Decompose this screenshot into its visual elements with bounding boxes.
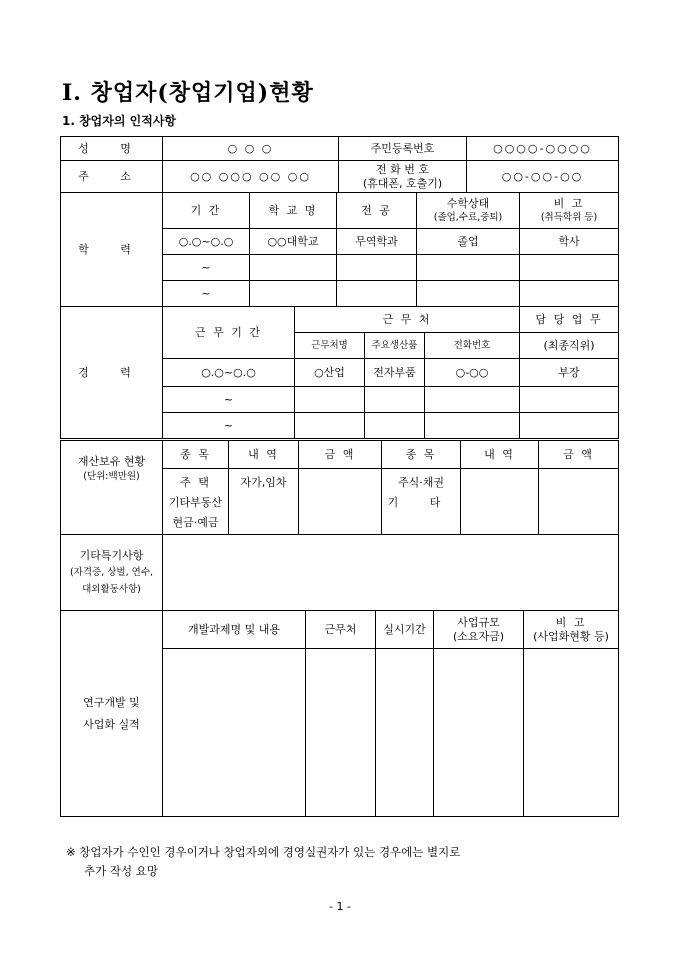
career-period-cell[interactable]: ~ [163, 387, 295, 413]
workplace-name-header: 근무처명 [295, 333, 365, 359]
edu-school-cell[interactable]: ○○대학교 [250, 229, 337, 255]
project-header: 개발과제명 및 내용 [163, 611, 306, 649]
rnd-period-header: 실시기간 [376, 611, 434, 649]
final-position-header: (최종직위) [520, 333, 619, 359]
phone-label: 전 화 번 호 (휴대폰, 호출기) [339, 161, 467, 193]
edu-period-cell[interactable]: ○.○~○.○ [163, 229, 250, 255]
rrn-label: 주민등록번호 [339, 137, 467, 161]
edu-remark-cell[interactable] [520, 281, 619, 307]
asset-amount-header-2: 금 액 [539, 441, 619, 469]
rnd-remark-header: 비 고 (사업화현황 등) [524, 611, 619, 649]
rnd-period-cell[interactable] [376, 649, 434, 817]
assets-table [60, 440, 619, 535]
scale-header: 사업규모 (소요자금) [434, 611, 524, 649]
main-product-header: 주요생산품 [365, 333, 425, 359]
asset-detail-header: 내 역 [229, 441, 299, 469]
edu-status-header: 수학상태 (졸업,수료,중퇴) [417, 193, 520, 229]
main-product-cell[interactable]: 전자부품 [365, 359, 425, 387]
work-phone-cell[interactable]: ○-○○ [425, 359, 520, 387]
project-cell[interactable] [163, 649, 306, 817]
asset-detail-cell-2[interactable] [461, 469, 539, 535]
rrn-value[interactable]: ○○○○-○○○○ [467, 137, 619, 161]
career-period-cell[interactable]: ~ [163, 413, 295, 439]
asset-amount-header: 금 액 [299, 441, 382, 469]
edu-remark-header: 비 고 (취득학위 등) [520, 193, 619, 229]
work-phone-cell[interactable] [425, 387, 520, 413]
edu-period-cell[interactable]: ~ [163, 281, 250, 307]
education-label: 학 력 [61, 193, 163, 307]
edu-remark-cell[interactable] [520, 255, 619, 281]
career-period-header: 근 무 기 간 [163, 307, 295, 359]
asset-detail-header-2: 내 역 [461, 441, 539, 469]
footnote-line-1: ※ 창업자가 수인인 경우이거나 창업자외에 경영실권자가 있는 경우에는 별지로 [66, 845, 461, 859]
main-product-cell[interactable] [365, 413, 425, 439]
footnote [66, 843, 460, 881]
personal-info-table [60, 136, 619, 193]
edu-period-cell[interactable]: ~ [163, 255, 250, 281]
section-subtitle: 1. 창업자의 인적사항 [62, 114, 177, 128]
edu-remark-cell[interactable]: 학사 [520, 229, 619, 255]
name-value[interactable]: ○ ○ ○ [163, 137, 339, 161]
main-product-cell[interactable] [365, 387, 425, 413]
edu-major-cell[interactable]: 무역학과 [337, 229, 417, 255]
edu-status-cell[interactable] [417, 255, 520, 281]
footnote-line-2: 추가 작성 요망 [84, 864, 158, 878]
asset-type-list-2: 주식·채권 기 타 [382, 469, 461, 535]
duty-cell[interactable] [520, 387, 619, 413]
workplace-name-cell[interactable]: ○산업 [295, 359, 365, 387]
edu-period-header: 기 간 [163, 193, 250, 229]
other-notes-label: 기타특기사항 (자격증, 상벌, 연수, 대외활동사항) [61, 535, 163, 611]
name-label: 성 명 [61, 137, 163, 161]
career-period-cell[interactable]: ○.○~○.○ [163, 359, 295, 387]
career-label: 경 력 [61, 307, 163, 439]
workplace-header: 근 무 처 [295, 307, 520, 333]
asset-type-header: 종 목 [163, 441, 229, 469]
asset-amount-cell-2[interactable] [539, 469, 619, 535]
duty-cell[interactable] [520, 413, 619, 439]
edu-school-cell[interactable] [250, 281, 337, 307]
other-notes-cell[interactable] [163, 535, 619, 611]
edu-status-cell[interactable]: 졸업 [417, 229, 520, 255]
duty-cell[interactable]: 부장 [520, 359, 619, 387]
work-phone-header: 전화번호 [425, 333, 520, 359]
education-table [60, 192, 619, 307]
edu-school-header: 학 교 명 [250, 193, 337, 229]
rnd-workplace-header: 근무처 [306, 611, 376, 649]
edu-school-cell[interactable] [250, 255, 337, 281]
asset-amount-cell[interactable] [299, 469, 382, 535]
rnd-table [60, 610, 619, 817]
address-value[interactable]: ○○ ○○○ ○○ ○○ [163, 161, 339, 193]
asset-detail-cell[interactable]: 자가,임차 [229, 469, 299, 535]
duty-header: 담 당 업 무 [520, 307, 619, 333]
edu-major-cell[interactable] [337, 281, 417, 307]
page-title: Ⅰ. 창업자(창업기업)현황 [62, 80, 314, 106]
workplace-name-cell[interactable] [295, 387, 365, 413]
rnd-remark-cell[interactable] [524, 649, 619, 817]
address-label: 주 소 [61, 161, 163, 193]
rnd-workplace-cell[interactable] [306, 649, 376, 817]
other-notes-table [60, 534, 619, 611]
rnd-label: 연구개발 및 사업화 실적 [61, 611, 163, 817]
assets-label: 재산보유 현황 (단위:백만원) [61, 441, 163, 535]
edu-major-cell[interactable] [337, 255, 417, 281]
asset-type-list: 주 택 기타부동산 현금·예금 [163, 469, 229, 535]
asset-type-header-2: 종 목 [382, 441, 461, 469]
career-table [60, 306, 619, 439]
edu-major-header: 전 공 [337, 193, 417, 229]
work-phone-cell[interactable] [425, 413, 520, 439]
phone-value[interactable]: ○○-○○-○○ [467, 161, 619, 193]
workplace-name-cell[interactable] [295, 413, 365, 439]
page-number: - 1 - [329, 900, 351, 913]
scale-cell[interactable] [434, 649, 524, 817]
edu-status-cell[interactable] [417, 281, 520, 307]
